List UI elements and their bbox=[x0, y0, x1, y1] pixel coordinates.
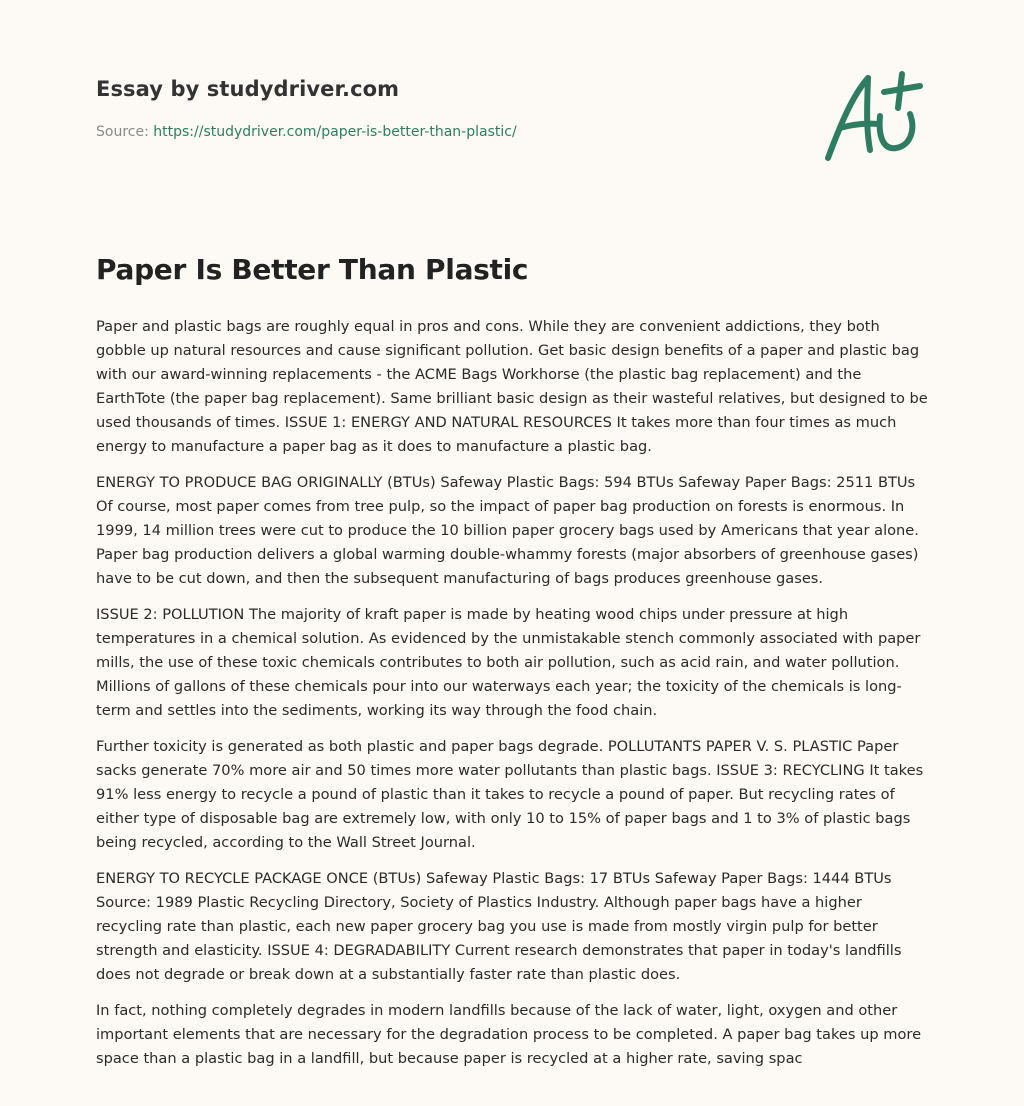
source-label: Source: bbox=[96, 124, 154, 140]
essay-paragraph: ISSUE 2: POLLUTION The majority of kraft paper is made by heating wood chips under pressure at high temperatures in a chemical solution. As evidenced by the unmistakable stench commonly associated with paper mills, the use of these toxic chemicals contributes to both air pollution, such as acid rain, and water pollution. Millions of gallons of these chemicals pour into our waterways each year; the toxicity of the chemicals is long-term and settles into the sediments, working its way through the food chain. bbox=[96, 606, 921, 719]
essay-title: Paper Is Better Than Plastic bbox=[96, 253, 529, 286]
essay-paragraph: In fact, nothing completely degrades in modern landfills because of the lack of water, light, oxygen and other important elements that are necessary for the degradation process to be completed. A paper bag takes up more space than a plastic bag in a landfill, but because paper is recycled at a higher rate, saving spac bbox=[96, 1002, 922, 1067]
essay-body bbox=[96, 315, 932, 1083]
essay-paragraph: ENERGY TO RECYCLE PACKAGE ONCE (BTUs) Safeway Plastic Bags: 17 BTUs Safeway Paper Bags: 1444 BTUs Source: 1989 Plastic Recycling Directory, Society of Plastics Industry. Although paper bags have a higher recycling rate than plastic, each new paper grocery bag you use is made from mostly virgin pulp for better strength and elasticity. ISSUE 4: DEGRADABILITY Current research demonstrates that paper in today's landfills does not degrade or break down at a substantially faster rate than plastic does. bbox=[96, 870, 902, 983]
a-plus-grade-icon bbox=[820, 66, 930, 166]
source-line bbox=[96, 124, 517, 140]
essay-page bbox=[96, 0, 932, 1106]
essay-paragraph: ENERGY TO PRODUCE BAG ORIGINALLY (BTUs) Safeway Plastic Bags: 594 BTUs Safeway Paper Bags: 2511 BTUs Of course, most paper comes from tree pulp, so the impact of paper bag production on forests is enormous. In 1999, 14 million trees were cut to produce the 10 billion paper grocery bags used by Americans that year alone. Paper bag production delivers a global warming double-whammy forests (major absorbers of greenhouse gases) have to be cut down, and then the subsequent manufacturing of bags produces greenhouse gases. bbox=[96, 474, 919, 587]
source-link[interactable]: https://studydriver.com/paper-is-better-than-plastic/ bbox=[153, 124, 517, 140]
essay-paragraph: Further toxicity is generated as both plastic and paper bags degrade. POLLUTANTS PAPER V. S. PLASTIC Paper sacks generate 70% more air and 50 times more water pollutants than plastic bags. ISSUE 3: RECYCLING It takes 91% less energy to recycle a pound of plastic than it takes to recycle a pound of paper. But recycling rates of either type of disposable bag are extremely low, with only 10 to 15% of paper bags and 1 to 3% of plastic bags being recycled, according to the Wall Street Journal. bbox=[96, 738, 924, 851]
brand-heading: Essay by studydriver.com bbox=[96, 77, 400, 101]
essay-paragraph: Paper and plastic bags are roughly equal in pros and cons. While they are convenient addictions, they both gobble up natural resources and cause significant pollution. Get basic design benefits of a paper and plastic bag with our award-winning replacements - the ACME Bags Workhorse (the plastic bag replacement) and the EarthTote (the paper bag replacement). Same brilliant basic design as their wasteful relatives, but designed to be used thousands of times. ISSUE 1: ENERGY AND NATURAL RESOURCES It takes more than four times as much energy to manufacture a paper bag as it does to manufacture a plastic bag. bbox=[96, 318, 928, 455]
